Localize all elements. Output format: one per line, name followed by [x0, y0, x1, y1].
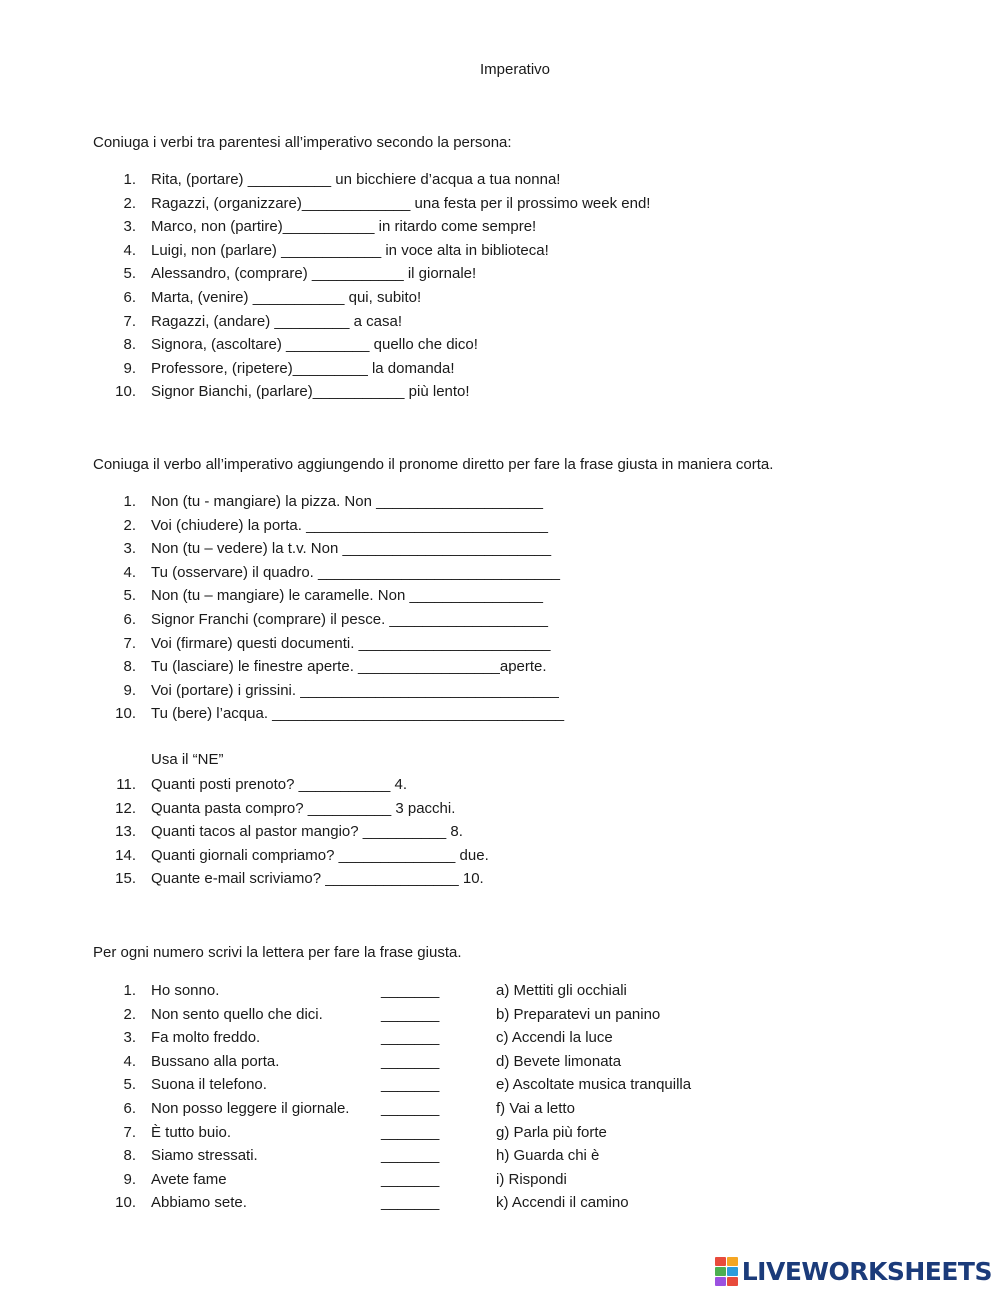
- item-number: 12.: [115, 799, 136, 817]
- item-number: 15.: [115, 870, 136, 888]
- item-text: Ragazzi, (andare) _________ a casa!: [151, 312, 403, 330]
- item-text: Alessandro, (comprare) ___________ il giornale!: [151, 265, 477, 283]
- item-text: Non (tu - mangiare) la pizza. Non ____________________: [151, 493, 543, 510]
- item-text: Quante e-mail scriviamo? ________________ 10.: [151, 870, 484, 888]
- section1-instruction: Coniuga i verbi tra parentesi all’imperativo secondo la persona:: [93, 134, 512, 151]
- ne-subheading: Usa il “NE”: [151, 751, 224, 768]
- item-number: 10.: [115, 1194, 136, 1212]
- item-text: Signor Bianchi, (parlare)___________ più lento!: [151, 383, 470, 401]
- answer-option: h) Guarda chi è: [496, 1147, 600, 1165]
- liveworksheets-logo: [715, 1256, 992, 1286]
- item-number: 4.: [123, 1052, 136, 1070]
- item-number: 9.: [123, 681, 136, 699]
- item-text: Professore, (ripetere)_________ la domanda!: [151, 359, 455, 377]
- item-number: 3.: [123, 540, 136, 558]
- answer-blank[interactable]: _______: [381, 1029, 440, 1047]
- item-number: 13.: [115, 823, 136, 841]
- item-text: Marta, (venire) ___________ qui, subito!: [151, 288, 422, 306]
- item-text: Quanti giornali compriamo? ______________ due.: [151, 846, 489, 864]
- item-text: Tu (bere) l’acqua. ___________________________________: [151, 705, 565, 723]
- item-text: Bussano alla porta.: [151, 1052, 280, 1070]
- item-text: Siamo stressati.: [151, 1147, 258, 1165]
- item-text: Non (tu – mangiare) le caramelle. Non ________________: [151, 587, 543, 605]
- item-text: Signora, (ascoltare) __________ quello che dico!: [151, 336, 478, 354]
- item-text: Ragazzi, (organizzare)_____________ una festa per il prossimo week end!: [151, 194, 651, 212]
- item-number: 4.: [123, 241, 136, 259]
- item-number: 5.: [123, 587, 136, 605]
- answer-option: e) Ascoltate musica tranquilla: [496, 1076, 692, 1094]
- item-text: Non (tu – vedere) la t.v. Non _________________________: [151, 540, 552, 558]
- logo-text: LIVEWORKSHEETS: [741, 1256, 992, 1286]
- answer-option: d) Bevete limonata: [496, 1052, 622, 1070]
- item-text: Voi (portare) i grissini. _______________________________: [151, 681, 559, 699]
- answer-blank[interactable]: _______: [381, 1123, 440, 1141]
- item-number: 10.: [115, 705, 136, 723]
- answer-option: c) Accendi la luce: [496, 1029, 613, 1047]
- item-number: 14.: [115, 846, 136, 864]
- item-text: Ho sonno.: [151, 982, 220, 999]
- item-number: 10.: [115, 383, 136, 401]
- item-text: Non posso leggere il giornale.: [151, 1099, 350, 1117]
- answer-blank[interactable]: _______: [381, 1194, 440, 1212]
- item-text: Voi (chiudere) la porta. _____________________________: [151, 516, 549, 534]
- answer-blank[interactable]: _______: [381, 1099, 440, 1117]
- answer-blank[interactable]: _______: [381, 1076, 440, 1094]
- answer-blank[interactable]: _______: [381, 1005, 440, 1023]
- logo-icon: [715, 1257, 738, 1286]
- item-number: 6.: [123, 1099, 136, 1117]
- answer-option: g) Parla più forte: [496, 1123, 607, 1141]
- item-number: 7.: [123, 312, 136, 330]
- item-text: Rita, (portare) __________ un bicchiere d’acqua a tua nonna!: [151, 171, 561, 188]
- section2-instruction: Coniuga il verbo all’imperativo aggiungendo il pronome diretto per fare la frase giusta in maniera corta.: [93, 456, 774, 473]
- item-number: 1.: [123, 493, 136, 510]
- item-number: 5.: [123, 1076, 136, 1094]
- item-number: 6.: [123, 288, 136, 306]
- answer-blank[interactable]: _______: [381, 1147, 440, 1165]
- answer-blank[interactable]: _______: [381, 1052, 440, 1070]
- answer-blank[interactable]: _______: [381, 1170, 440, 1188]
- item-number: 2.: [123, 1005, 136, 1023]
- item-text: Abbiamo sete.: [151, 1194, 247, 1212]
- item-text: È tutto buio.: [151, 1123, 232, 1141]
- answer-option: i) Rispondi: [496, 1170, 567, 1188]
- item-text: Quanti tacos al pastor mangio? __________ 8.: [151, 823, 463, 841]
- item-number: 6.: [123, 610, 136, 628]
- item-text: Non sento quello che dici.: [151, 1005, 323, 1023]
- answer-option: f) Vai a letto: [496, 1099, 575, 1117]
- item-text: Fa molto freddo.: [151, 1029, 261, 1047]
- item-text: Tu (osservare) il quadro. _____________________________: [151, 563, 560, 581]
- item-text: Tu (lasciare) le finestre aperte. _________________aperte.: [151, 658, 547, 676]
- item-text: Suona il telefono.: [151, 1076, 267, 1094]
- item-text: Signor Franchi (comprare) il pesce. ___________________: [151, 610, 548, 628]
- answer-option: k) Accendi il camino: [496, 1194, 629, 1212]
- item-number: 3.: [123, 1029, 136, 1047]
- item-number: 2.: [123, 194, 136, 212]
- item-number: 8.: [123, 1147, 136, 1165]
- item-number: 1.: [123, 171, 136, 188]
- item-number: 2.: [123, 516, 136, 534]
- item-text: Marco, non (partire)___________ in ritardo come sempre!: [151, 218, 537, 236]
- item-number: 5.: [123, 265, 136, 283]
- item-number: 7.: [123, 1123, 136, 1141]
- item-number: 4.: [123, 563, 136, 581]
- item-number: 11.: [116, 776, 136, 793]
- section3-instruction: Per ogni numero scrivi la lettera per fare la frase giusta.: [93, 944, 462, 961]
- item-number: 8.: [123, 336, 136, 354]
- item-number: 8.: [123, 658, 136, 676]
- item-number: 1.: [123, 982, 136, 999]
- item-number: 9.: [123, 359, 136, 377]
- item-text: Quanta pasta compro? __________ 3 pacchi.: [151, 799, 456, 817]
- item-number: 7.: [123, 634, 136, 652]
- item-text: Avete fame: [151, 1170, 227, 1188]
- item-number: 3.: [123, 218, 136, 236]
- page-title: Imperativo: [479, 61, 551, 78]
- item-number: 9.: [123, 1170, 136, 1188]
- item-text: Luigi, non (parlare) ____________ in voce alta in biblioteca!: [151, 241, 549, 259]
- answer-blank[interactable]: _______: [381, 982, 440, 999]
- item-text: Voi (firmare) questi documenti. _______________________: [151, 634, 551, 652]
- answer-option: b) Preparatevi un panino: [496, 1005, 661, 1023]
- item-text: Quanti posti prenoto? ___________ 4.: [151, 776, 408, 793]
- answer-option: a) Mettiti gli occhiali: [496, 982, 627, 999]
